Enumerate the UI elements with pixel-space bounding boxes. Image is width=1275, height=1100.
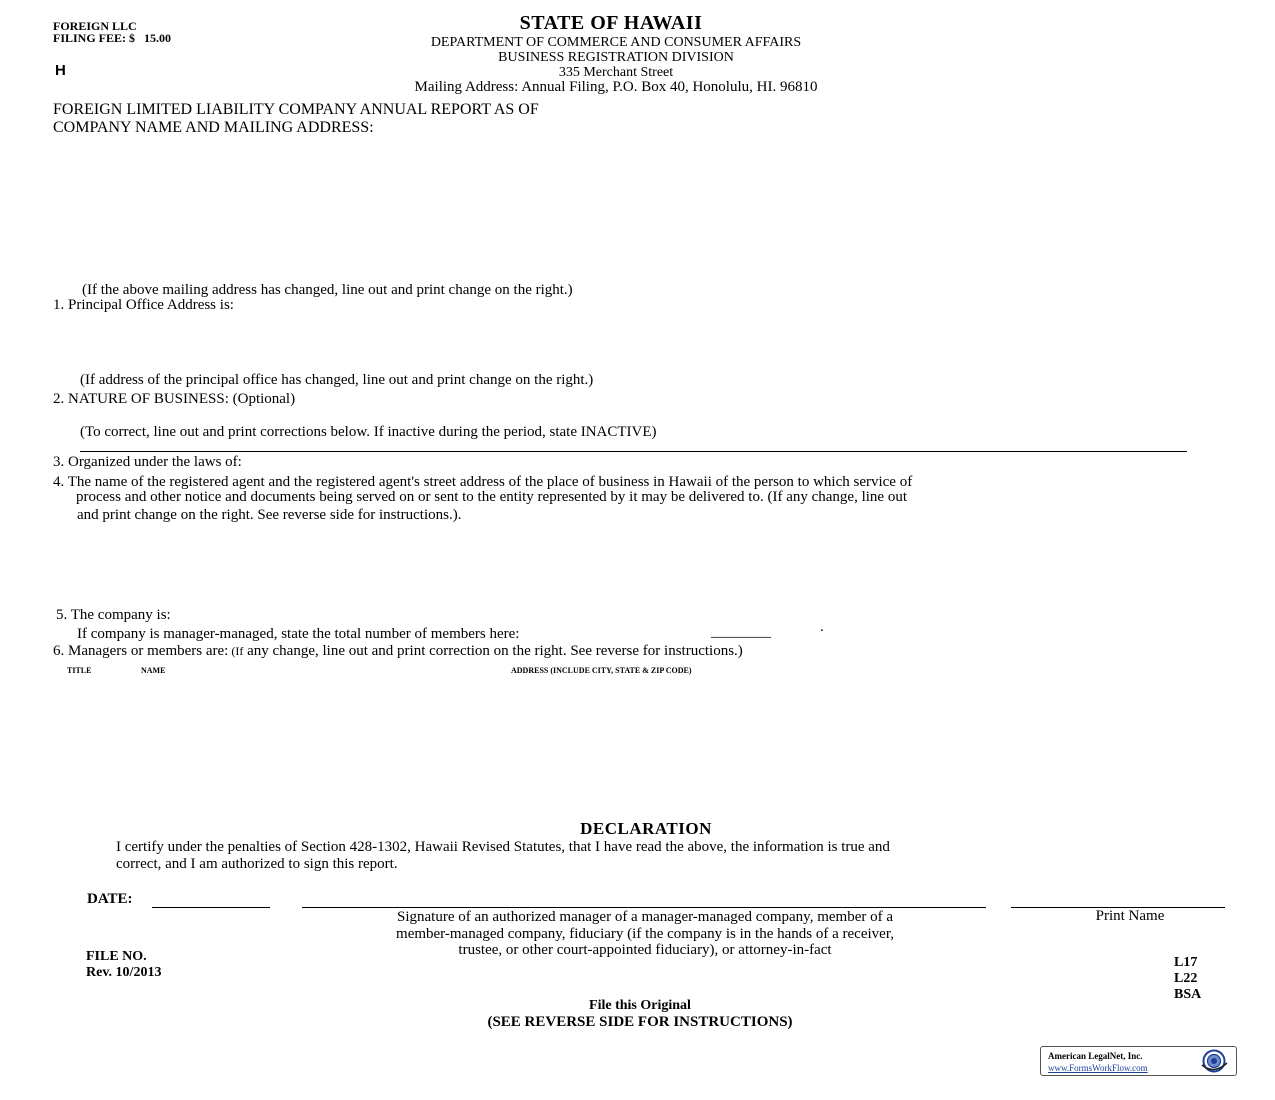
form-code-l17: L17 (1174, 955, 1198, 970)
declaration-line2: correct, and I am authorized to sign this report. (116, 856, 398, 872)
filing-fee: FILING FEE: $ 15.00 (53, 31, 172, 45)
item-principal-office: 1. Principal Office Address is: (53, 297, 234, 313)
logo-website-link[interactable]: www.FormsWorkFlow.com (1048, 1063, 1148, 1073)
street-address: 335 Merchant Street (558, 65, 674, 80)
column-header-name: NAME (141, 666, 166, 675)
logo-company-name: American LegalNet, Inc. (1048, 1051, 1143, 1061)
item-nature-of-business: 2. NATURE OF BUSINESS: (Optional) (53, 391, 296, 407)
print-name-caption: Print Name (1095, 908, 1165, 924)
state-title: STATE OF HAWAII (519, 12, 703, 34)
item6-if: (If (231, 644, 244, 658)
company-name-label: COMPANY NAME AND MAILING ADDRESS: (53, 119, 374, 136)
file-original-note: File this Original (589, 998, 691, 1013)
see-reverse-note: (SEE REVERSE SIDE FOR INSTRUCTIONS) (487, 1014, 793, 1030)
item6-rest: any change, line out and print correction on the right. See reverse for instructions.) (247, 643, 743, 659)
globe-icon (1197, 1049, 1231, 1078)
code-letter: H (55, 62, 66, 79)
american-legalnet-logo[interactable] (1040, 1046, 1237, 1076)
declaration-heading: DECLARATION (580, 819, 712, 838)
members-count-dot: . (820, 619, 824, 635)
revision-date: Rev. 10/2013 (86, 965, 162, 980)
nature-business-line (80, 451, 1187, 452)
date-label: DATE: (87, 891, 133, 907)
form-type: FOREIGN LLC (53, 19, 137, 33)
item-company-is: 5. The company is: (56, 607, 171, 623)
department-name: DEPARTMENT OF COMMERCE AND CONSUMER AFFAIRS (430, 35, 802, 50)
nature-business-note: (To correct, line out and print corrections below. If inactive during the period, state INACTIVE) (80, 424, 657, 440)
mailing-change-note: (If the above mailing address has changed, line out and print change on the right.) (82, 282, 573, 298)
form-code-l22: L22 (1174, 971, 1198, 986)
members-count-label: If company is manager-managed, state the total number of members here: (77, 626, 520, 642)
principal-office-note: (If address of the principal office has changed, line out and print change on the right.) (80, 372, 594, 388)
file-number-label: FILE NO. (86, 949, 147, 964)
signature-caption-line2: member-managed company, fiduciary (if the company is in the hands of a receiver, (396, 926, 894, 942)
form-code-bsa: BSA (1174, 987, 1202, 1002)
members-count-blank[interactable]: ________ (711, 624, 771, 640)
mailing-address: Mailing Address: Annual Filing, P.O. Box 40, Honolulu, HI. 96810 (414, 79, 818, 95)
item-registered-agent-line1: 4. The name of the registered agent and the registered agent's street address of the place of business in Hawaii of the person to which service of (53, 474, 913, 490)
column-header-address: ADDRESS (INCLUDE CITY, STATE & ZIP CODE) (511, 666, 692, 675)
signature-caption-line1: Signature of an authorized manager of a manager-managed company, member of a (396, 909, 893, 925)
column-header-title: TITLE (67, 666, 92, 675)
item-managers-members (53, 644, 743, 659)
signature-line[interactable] (302, 907, 986, 908)
declaration-line1: I certify under the penalties of Section 428-1302, Hawaii Revised Statutes, that I have read the above, the information is true and (116, 839, 890, 855)
item-registered-agent-line2: process and other notice and documents being served on or sent to the entity represented by it may be delivered to. (If any change, line out (76, 489, 907, 505)
division-name: BUSINESS REGISTRATION DIVISION (498, 50, 734, 65)
report-title: FOREIGN LIMITED LIABILITY COMPANY ANNUAL REPORT AS OF (53, 101, 539, 118)
item-organized-under: 3. Organized under the laws of: (53, 454, 242, 470)
item6-prefix: 6. Managers or members are: (53, 643, 229, 659)
item-registered-agent-line3: and print change on the right. See reverse side for instructions.). (77, 507, 462, 523)
signature-caption-line3: trustee, or other court-appointed fiduciary), or attorney-in-fact (458, 942, 832, 958)
date-line[interactable] (152, 907, 270, 908)
